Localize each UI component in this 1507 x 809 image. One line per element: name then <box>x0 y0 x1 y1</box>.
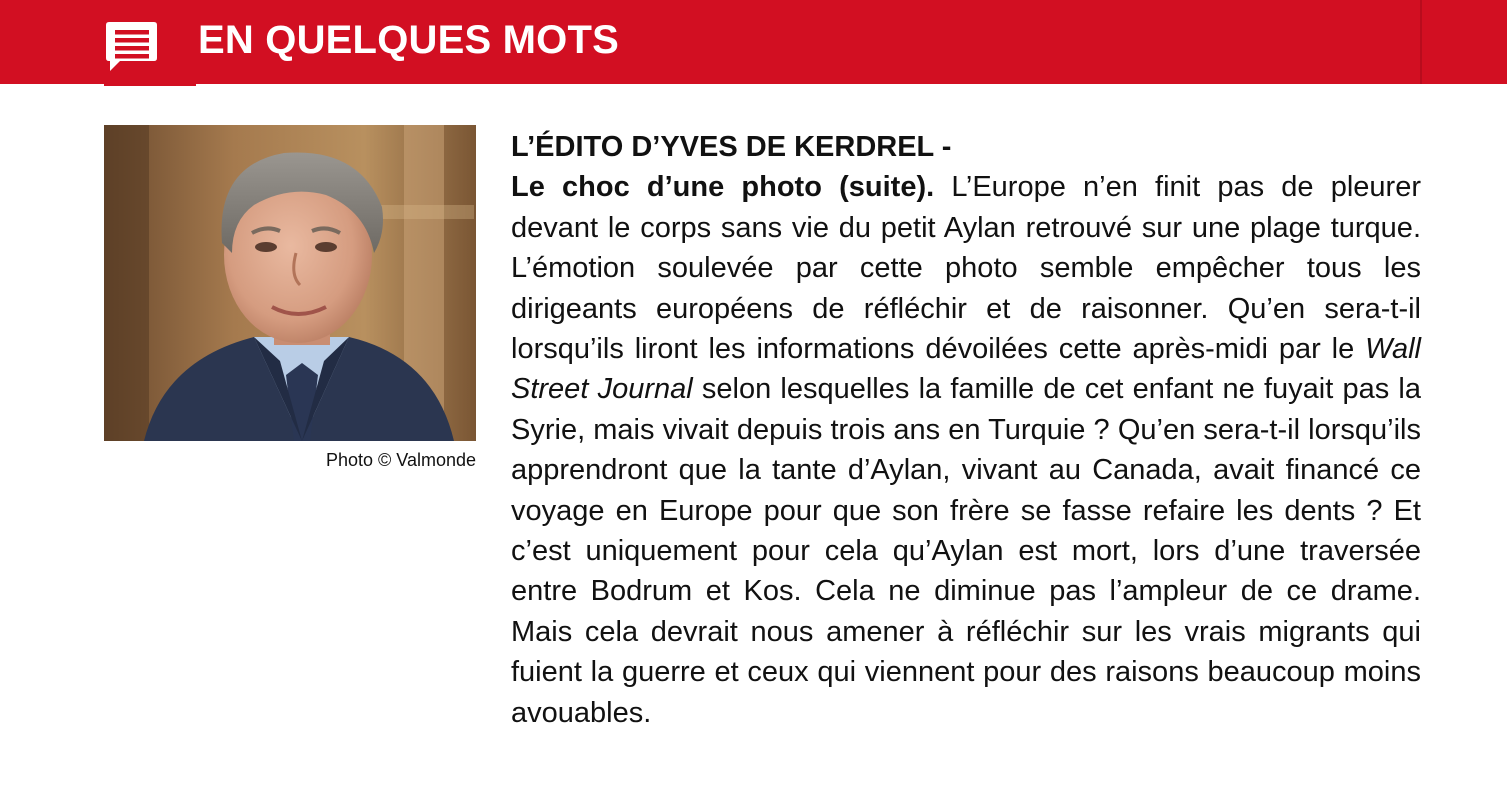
section-title: EN QUELQUES MOTS <box>198 18 620 62</box>
header-banner <box>0 0 1507 84</box>
article-lead: Le choc d’une photo (suite). <box>511 171 935 204</box>
photo-caption: Photo © Valmonde <box>325 450 476 470</box>
author-photo <box>104 125 476 441</box>
article-headline: L’ÉDITO D’YVES DE KERDREL - <box>511 131 952 163</box>
header-divider <box>1420 0 1422 84</box>
editorial-article <box>511 127 1421 733</box>
journal-name: Wall Street Journal <box>511 333 1421 406</box>
speech-bubble-text-icon <box>104 20 160 74</box>
article-text-part-1: L’Europe n’en finit pas de pleurer devant le corps sans vie du petit Aylan retrouvé sur une plage turque. L’émotion soulevée par cette photo semble empêcher tous les dirigeants européens de réfléchir et de raisonner. Qu’en sera-t-il lorsqu’ils liront les informations dévoilées cette après-midi par le <box>511 171 1421 366</box>
article-body <box>511 167 1421 733</box>
article-text-part-2: selon lesquelles la famille de cet enfant ne fuyait pas la Syrie, mais vivait depuis trois ans en Turquie ? Qu’en sera-t-il lorsqu’ils apprendront que la tante d’Aylan, vivant au Canada, avait financé ce voyage en Europe pour que son frère se fasse refaire les dents ? Et c’est uniquement pour cela qu’Aylan est mort, lors d’une traversée entre Bodrum et Kos. Cela ne diminue pas l’ampleur de ce drame. Mais cela devrait nous amener à réfléchir sur les vrais migrants qui fuient la guerre et ceux qui viennent pour des raisons beaucoup moins avouables. <box>511 373 1421 729</box>
header-underline <box>104 84 196 86</box>
